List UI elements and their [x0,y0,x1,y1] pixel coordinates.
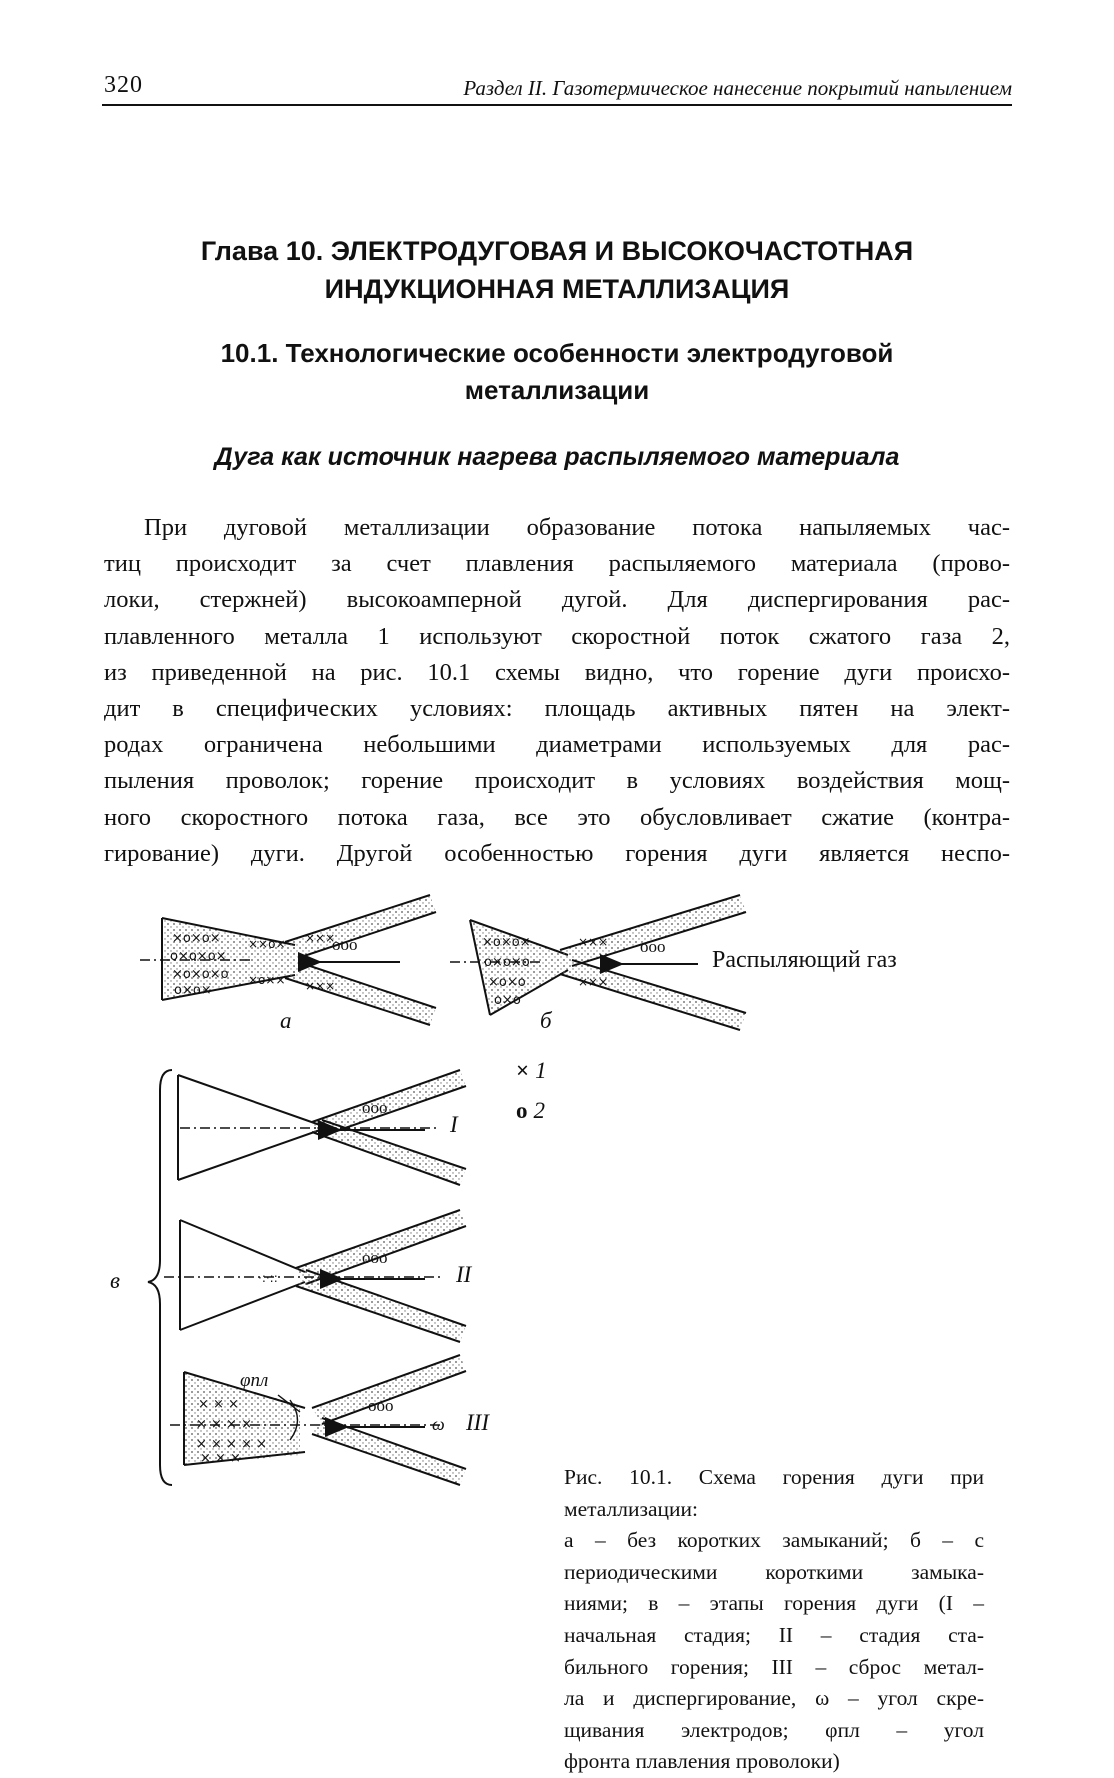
svg-text:×××: ××× [578,975,609,989]
body-line: дит в специфических условиях: площадь активных пятен на элект- [104,695,1010,723]
caption-line: Рис. 10.1. Схема горения дуги при [564,1465,984,1489]
caption-line: щивания электродов; φпл – угол [564,1717,984,1742]
svg-text:× × × ×: × × × × [196,1417,252,1432]
body-line: гирование) дуги. Другой особенностью горения дуги является неспо- [104,839,1010,867]
label-a: а [280,1008,292,1033]
stage-2-label: II [456,1262,472,1287]
stage-1-scheme [178,1070,466,1185]
svg-text:× × ×: × × × [200,1451,241,1466]
svg-text:×o××: ×o×× [248,973,286,987]
stage-1-label: I [450,1112,458,1137]
spraying-gas-label: Распыляющий газ [712,947,897,973]
caption-line: фронта плавления проволоки) [564,1749,840,1774]
body-line: тиц происходит за счет плавления распыляемого материала (прово- [104,550,1010,578]
subfigure-b [450,895,746,1030]
body-line: родах ограничена небольшими диаметрами используемых для рас- [104,731,1010,759]
circle-symbol-icon: o [516,1098,528,1123]
label-b: б [540,1008,552,1033]
svg-text:×o×o×o: ×o×o×o [172,967,229,982]
figure-caption [564,1462,984,1778]
svg-text:××o×: ××o× [248,937,286,951]
svg-text:o×o×o: o×o×o [484,955,530,970]
svg-text:× × × × ×: × × × × × [196,1437,267,1452]
body-paragraph [104,510,1010,872]
chapter-title-line-2: ИНДУКЦИОННАЯ МЕТАЛЛИЗАЦИЯ [324,274,790,304]
section-title-line-1: 10.1. Технологические особенности электродуговой [220,338,894,368]
label-v: в [110,1268,120,1293]
section-title-line-2: металлизации [464,375,650,405]
svg-text:×××: ××× [578,935,609,949]
chapter-title-line-1: Глава 10. ЭЛЕКТРОДУГОВАЯ И ВЫСОКОЧАСТОТНАЯ [200,236,914,266]
caption-line: начальная стадия; II – стадия ста- [564,1622,984,1647]
svg-text:×o×o×: ×o×o× [172,931,221,946]
caption-line: металлизации: [564,1496,699,1521]
body-line: из приведенной на рис. 10.1 схемы видно, что горение дуги происхо- [104,658,1010,686]
svg-text:×××: ××× [305,979,336,993]
flow-symbols-stage-1: ooo [362,1098,388,1117]
body-line: При дуговой металлизации образование потока напыляемых час- [144,514,1010,541]
body-line: плавленного металла 1 используют скоростной поток сжатого газа 2, [104,622,1010,650]
chapter-title [102,232,1012,308]
flow-symbols-b: ooo [640,937,666,956]
section-title [102,335,1012,409]
svg-text:o×o: o×o [494,993,521,1008]
running-title: Раздел II. Газотермическое нанесение покрытий напылением [463,76,1012,100]
caption-line: периодическими короткими замыка- [564,1559,984,1584]
flow-symbols-stage-2: ooo [362,1248,388,1267]
caption-line: а – без коротких замыканий; б – с [564,1528,984,1553]
omega-label: ω [432,1414,445,1434]
flow-symbols-a: ooo [332,935,358,954]
stage-3-scheme [170,1355,466,1485]
page-header [102,70,1012,106]
legend-item-1 [516,1058,547,1084]
caption-line: ниями; в – этапы горения дуги (I – [564,1591,984,1616]
svg-text:×××: ××× [305,931,336,945]
cross-symbol-icon: × [516,1058,530,1083]
figure-10-1 [100,880,1020,1774]
caption-line: ла и диспергирование, ω – угол скре- [564,1686,984,1711]
stage-3-label: III [466,1410,489,1435]
caption-line: бильного горения; III – сброс метал- [564,1654,984,1679]
svg-text:×o×o: ×o×o [488,975,526,990]
svg-text:o×o×o×: o×o×o× [170,949,227,964]
svg-text:o×o×: o×o× [174,983,212,998]
page-number: 320 [104,72,143,98]
body-line: ного скоростного потока газа, все это обусловливает сжатие (контра- [104,803,1010,831]
svg-text:× × ×: × × × [198,1397,239,1412]
svg-text:·:·::: ·:·:: [258,1271,278,1285]
legend-number: 1 [535,1058,547,1083]
legend-item-2 [516,1098,545,1124]
stage-2-scheme [164,1210,466,1342]
svg-text:×o×o×: ×o×o× [482,935,531,950]
subsection-title: Дуга как источник нагрева распыляемого материала [214,443,900,471]
subfigure-a [140,895,436,1025]
legend-number: 2 [533,1098,545,1123]
body-line: локи, стержней) высокоамперной дугой. Для диспергирования рас- [104,586,1010,614]
flow-symbols-stage-3: ooo [368,1396,394,1415]
phi-melting-label: φпл [240,1370,269,1391]
body-line: пыления проволок; горение происходит в условиях воздействия мощ- [104,767,1010,795]
